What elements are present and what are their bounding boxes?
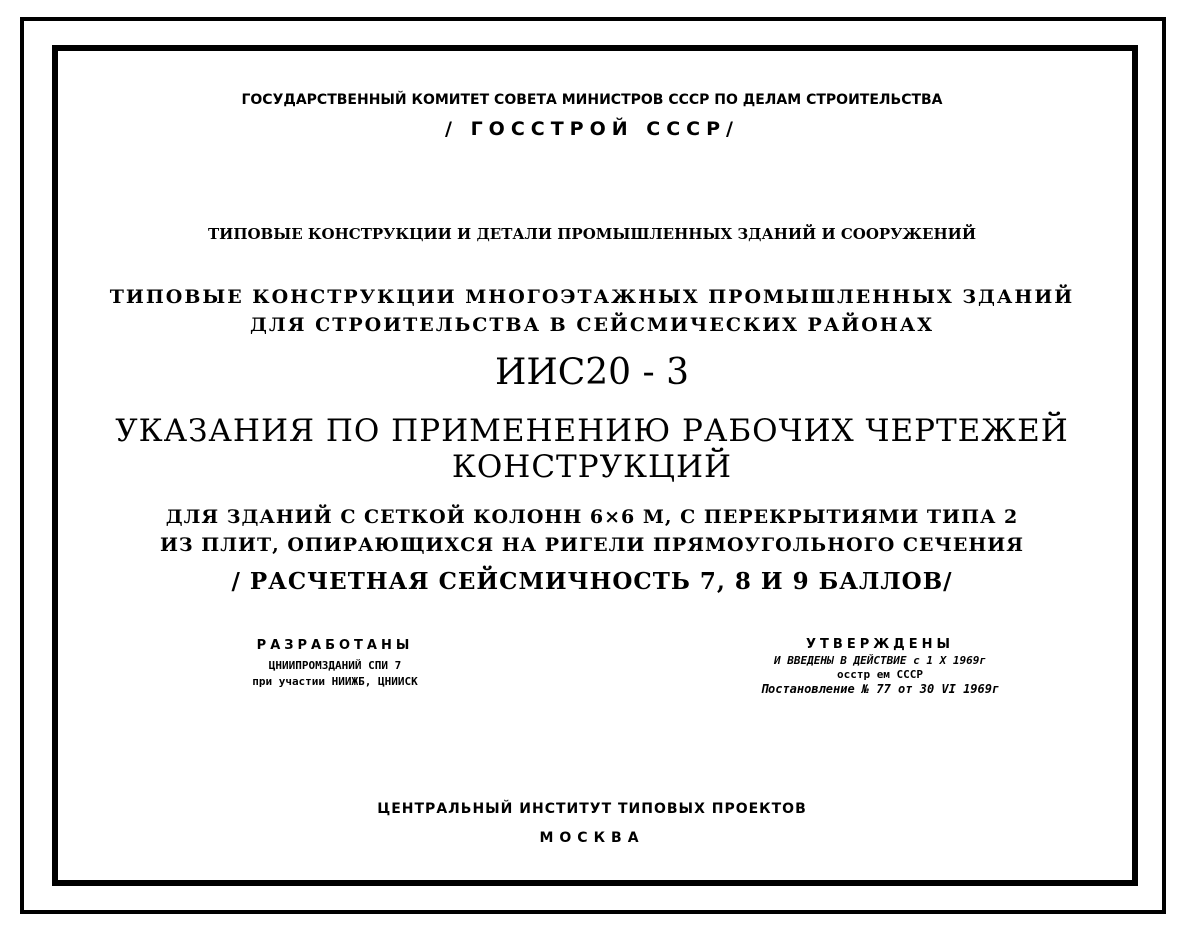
description-line-1: ДЛЯ ЗДАНИЙ С СЕТКОЙ КОЛОНН 6×6 М, С ПЕРЕКРЫТИЯМИ ТИПА 2 [165, 506, 1019, 528]
approved-title: УТВЕРЖДЕНЫ [806, 637, 954, 652]
series-title: ТИПОВЫЕ КОНСТРУКЦИИ И ДЕТАЛИ ПРОМЫШЛЕННЫХ ЗДАНИЙ И СООРУЖЕНИЙ [207, 225, 977, 243]
gosstroy-heading: / ГОССТРОЙ СССР/ [445, 118, 739, 140]
document-code: ИИС20 - 3 [494, 352, 690, 393]
approved-block [700, 637, 1060, 696]
description-line-3: / РАСЧЕТНАЯ СЕЙСМИЧНОСТЬ 7, 8 И 9 БАЛЛОВ/ [231, 568, 953, 595]
main-title-line-2: КОНСТРУКЦИЙ [451, 449, 733, 485]
subtitle-line-2: ДЛЯ СТРОИТЕЛЬСТВА В СЕЙСМИЧЕСКИХ РАЙОНАХ [250, 314, 934, 336]
description-line-2: ИЗ ПЛИТ, ОПИРАЮЩИХСЯ НА РИГЕЛИ ПРЯМОУГОЛЬНОГО СЕЧЕНИЯ [159, 534, 1024, 556]
institute-name: ЦЕНТРАЛЬНЫЙ ИНСТИТУТ ТИПОВЫХ ПРОЕКТОВ [377, 801, 807, 817]
main-title-line-1: УКАЗАНИЯ ПО ПРИМЕНЕНИЮ РАБОЧИХ ЧЕРТЕЖЕЙ [115, 413, 1069, 449]
developed-block [195, 638, 475, 688]
city-name: МОСКВА [539, 830, 645, 846]
developed-line-1: ЦНИИПРОМЗДАНИЙ СПИ 7 [268, 659, 402, 672]
approved-line-2: осстр ем СССР [836, 668, 924, 681]
developed-title: РАЗРАБОТАНЫ [256, 638, 414, 653]
committee-heading: ГОСУДАРСТВЕННЫЙ КОМИТЕТ СОВЕТА МИНИСТРОВ СССР ПО ДЕЛАМ СТРОИТЕЛЬСТВА [241, 92, 943, 108]
approved-line-1: И ВВЕДЕНЫ В ДЕЙСТВИЕ с 1 X 1969г [774, 654, 986, 667]
subtitle-line-1: ТИПОВЫЕ КОНСТРУКЦИИ МНОГОЭТАЖНЫХ ПРОМЫШЛЕННЫХ ЗДАНИЙ [109, 286, 1075, 308]
developed-line-2: при участии НИИЖБ, ЦНИИСК [252, 675, 418, 688]
approved-line-3: Постановление № 77 от 30 VI 1969г [760, 682, 1000, 696]
